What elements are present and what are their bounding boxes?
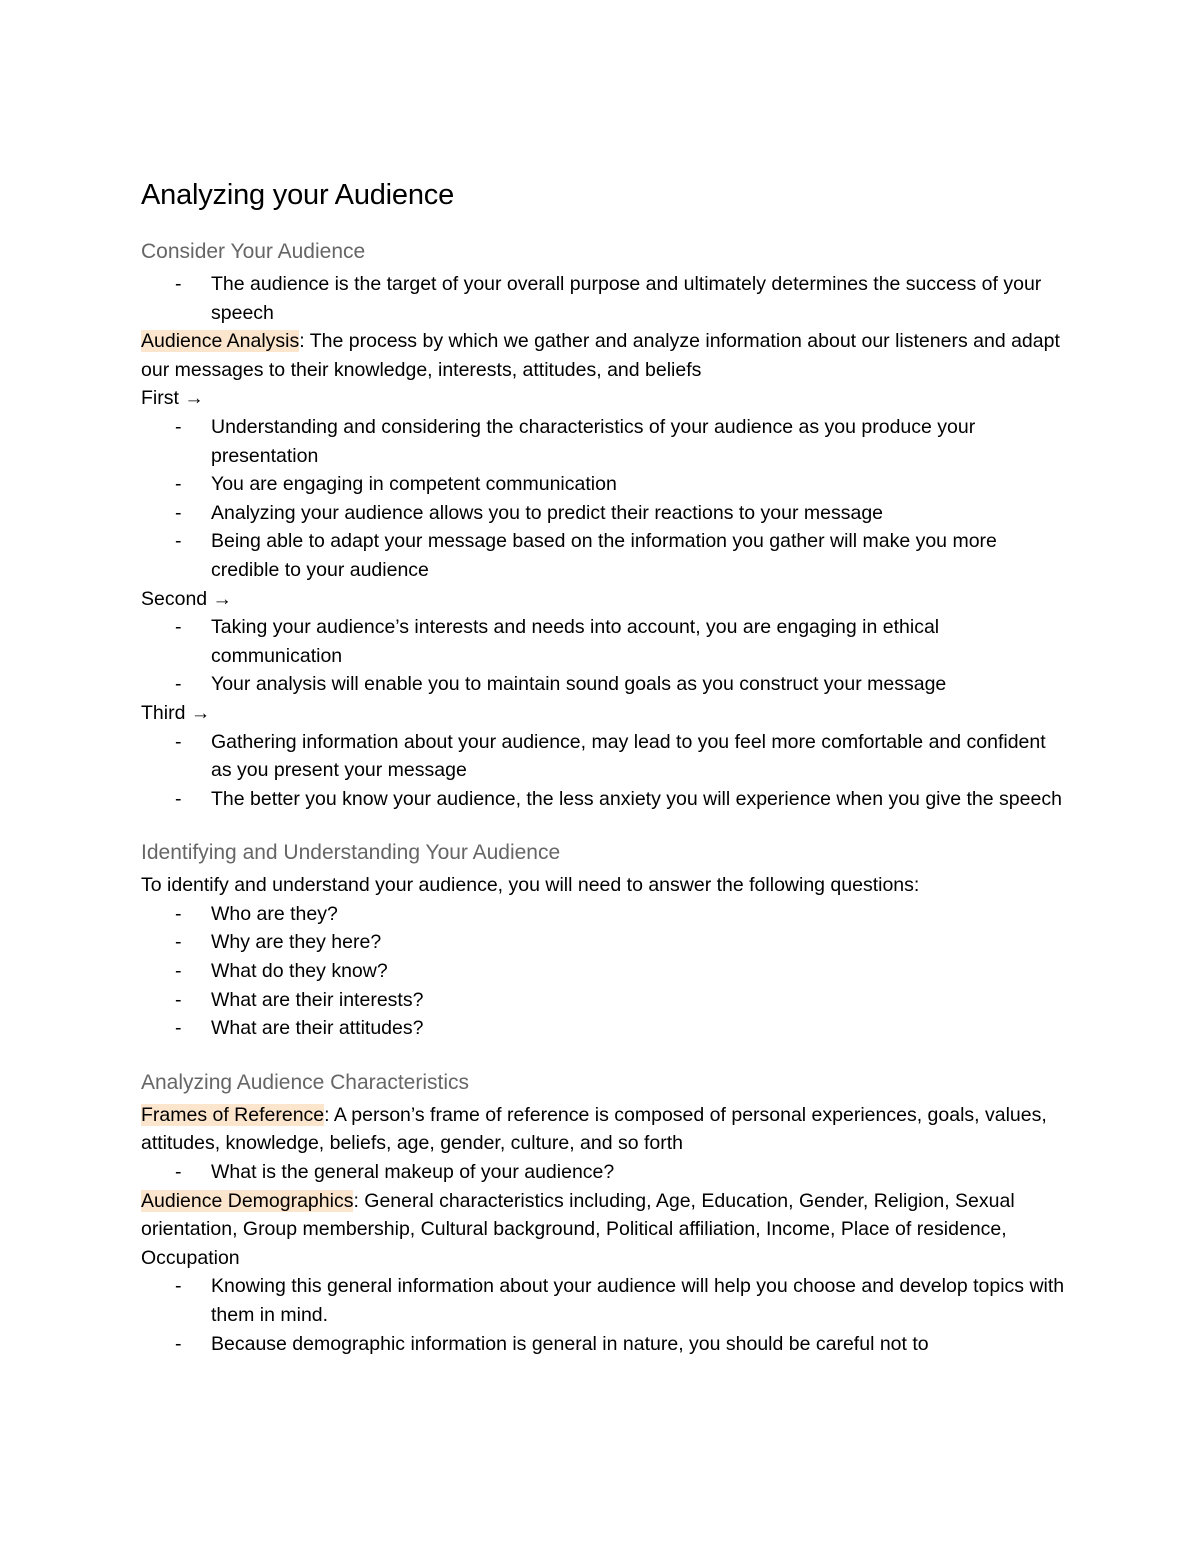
first-label: First → [141,387,204,410]
list-item [141,1014,1066,1043]
highlighted-term: Audience Demographics [141,1189,354,1212]
audience-analysis-definition [141,327,1066,384]
bullet-dash: - [175,787,182,810]
list-item [141,728,1066,785]
audience-demographics-definition [141,1187,1066,1273]
bullet-dash: - [175,730,182,753]
list-item [141,986,1066,1015]
bullet-dash: - [175,1332,182,1355]
list-item [141,613,1066,670]
section-heading-identifying: Identifying and Understanding Your Audience [141,841,561,865]
list-item-text: Knowing this general information about your audience will help you choose and develop topics with them in mind. [211,1275,1065,1326]
document-title: Analyzing your Audience [141,179,454,211]
highlighted-term: Audience Analysis [141,330,300,353]
bullet-dash: - [175,501,182,524]
consider-bullet-list [141,270,1066,327]
list-item [141,1330,1066,1359]
list-item [141,527,1066,584]
definition-text: : The process by which we gather and analyze information about our listeners and adapt our messages to their knowledge, interests, attitudes, and beliefs [141,330,1060,381]
bullet-dash: - [175,960,182,983]
second-label: Second → [141,587,233,610]
bullet-dash: - [175,902,182,925]
definition-text: : General characteristics including, Age, Education, Gender, Religion, Sexual orientation, Group membership, Cultural background, Political affiliation, Income, Place of residence, Occupation [141,1189,1015,1269]
list-item [141,1158,1066,1187]
bullet-dash: - [175,988,182,1011]
third-label: Third → [141,701,211,724]
bullet-dash: - [175,473,182,496]
identifying-bullet-list [141,900,1066,1043]
list-item [141,1272,1066,1329]
second-bullet-list [141,613,1066,699]
bullet-dash: - [175,415,182,438]
bullet-dash: - [175,616,182,639]
bullet-dash: - [175,1017,182,1040]
list-item-text: Analyzing your audience allows you to predict their reactions to your message [211,501,884,524]
bullet-dash: - [175,530,182,553]
section-heading-characteristics: Analyzing Audience Characteristics [141,1070,470,1094]
list-item-text: Who are they? [211,902,338,925]
list-item-text: What do they know? [211,960,388,983]
list-item-text: What is the general makeup of your audience? [211,1161,615,1184]
list-item-text: The better you know your audience, the less anxiety you will experience when you give the speech [211,787,1062,810]
frames-of-reference-definition [141,1101,1066,1158]
list-item-text: Being able to adapt your message based on the information you gather will make you more credible to your audience [211,530,997,581]
list-item-text: The audience is the target of your overall purpose and ultimately determines the success of your speech [211,273,1042,324]
list-item [141,928,1066,957]
list-item [141,670,1066,699]
list-item [141,470,1066,499]
highlighted-term: Frames of Reference [141,1103,325,1126]
bullet-dash: - [175,673,182,696]
list-item-text: What are their interests? [211,988,424,1011]
list-item-text: Taking your audience’s interests and needs into account, you are engaging in ethical communication [211,616,940,667]
bullet-dash: - [175,273,182,295]
demographics-bullet-list [141,1272,1066,1358]
list-item-text: You are engaging in competent communication [211,473,617,496]
list-item [141,413,1066,470]
list-item-text: Gathering information about your audience, may lead to you feel more comfortable and confident as you present your message [211,730,1046,782]
frames-bullet-list [141,1158,1066,1187]
section-heading-consider: Consider Your Audience [141,240,366,263]
list-item-text: Your analysis will enable you to maintain sound goals as you construct your message [211,673,947,696]
definition-text: : A person’s frame of reference is composed of personal experiences, goals, values, attitudes, knowledge, beliefs, age, gender, culture, and so forth [141,1103,1047,1155]
list-item-text: What are their attitudes? [211,1017,424,1040]
third-bullet-list [141,728,1066,814]
list-item [141,785,1066,814]
list-item [141,270,1066,327]
document-page [141,176,1066,1358]
list-item-text: Why are they here? [211,931,382,954]
list-item-text: Understanding and considering the characteristics of your audience as you produce your presentation [211,415,976,467]
list-item [141,499,1066,528]
identifying-intro: To identify and understand your audience, you will need to answer the following questions: [141,874,920,897]
first-bullet-list [141,413,1066,585]
list-item [141,900,1066,929]
bullet-dash: - [175,931,182,954]
list-item [141,957,1066,986]
bullet-dash: - [175,1161,182,1184]
bullet-dash: - [175,1275,182,1298]
list-item-text: Because demographic information is general in nature, you should be careful not to [211,1332,929,1355]
